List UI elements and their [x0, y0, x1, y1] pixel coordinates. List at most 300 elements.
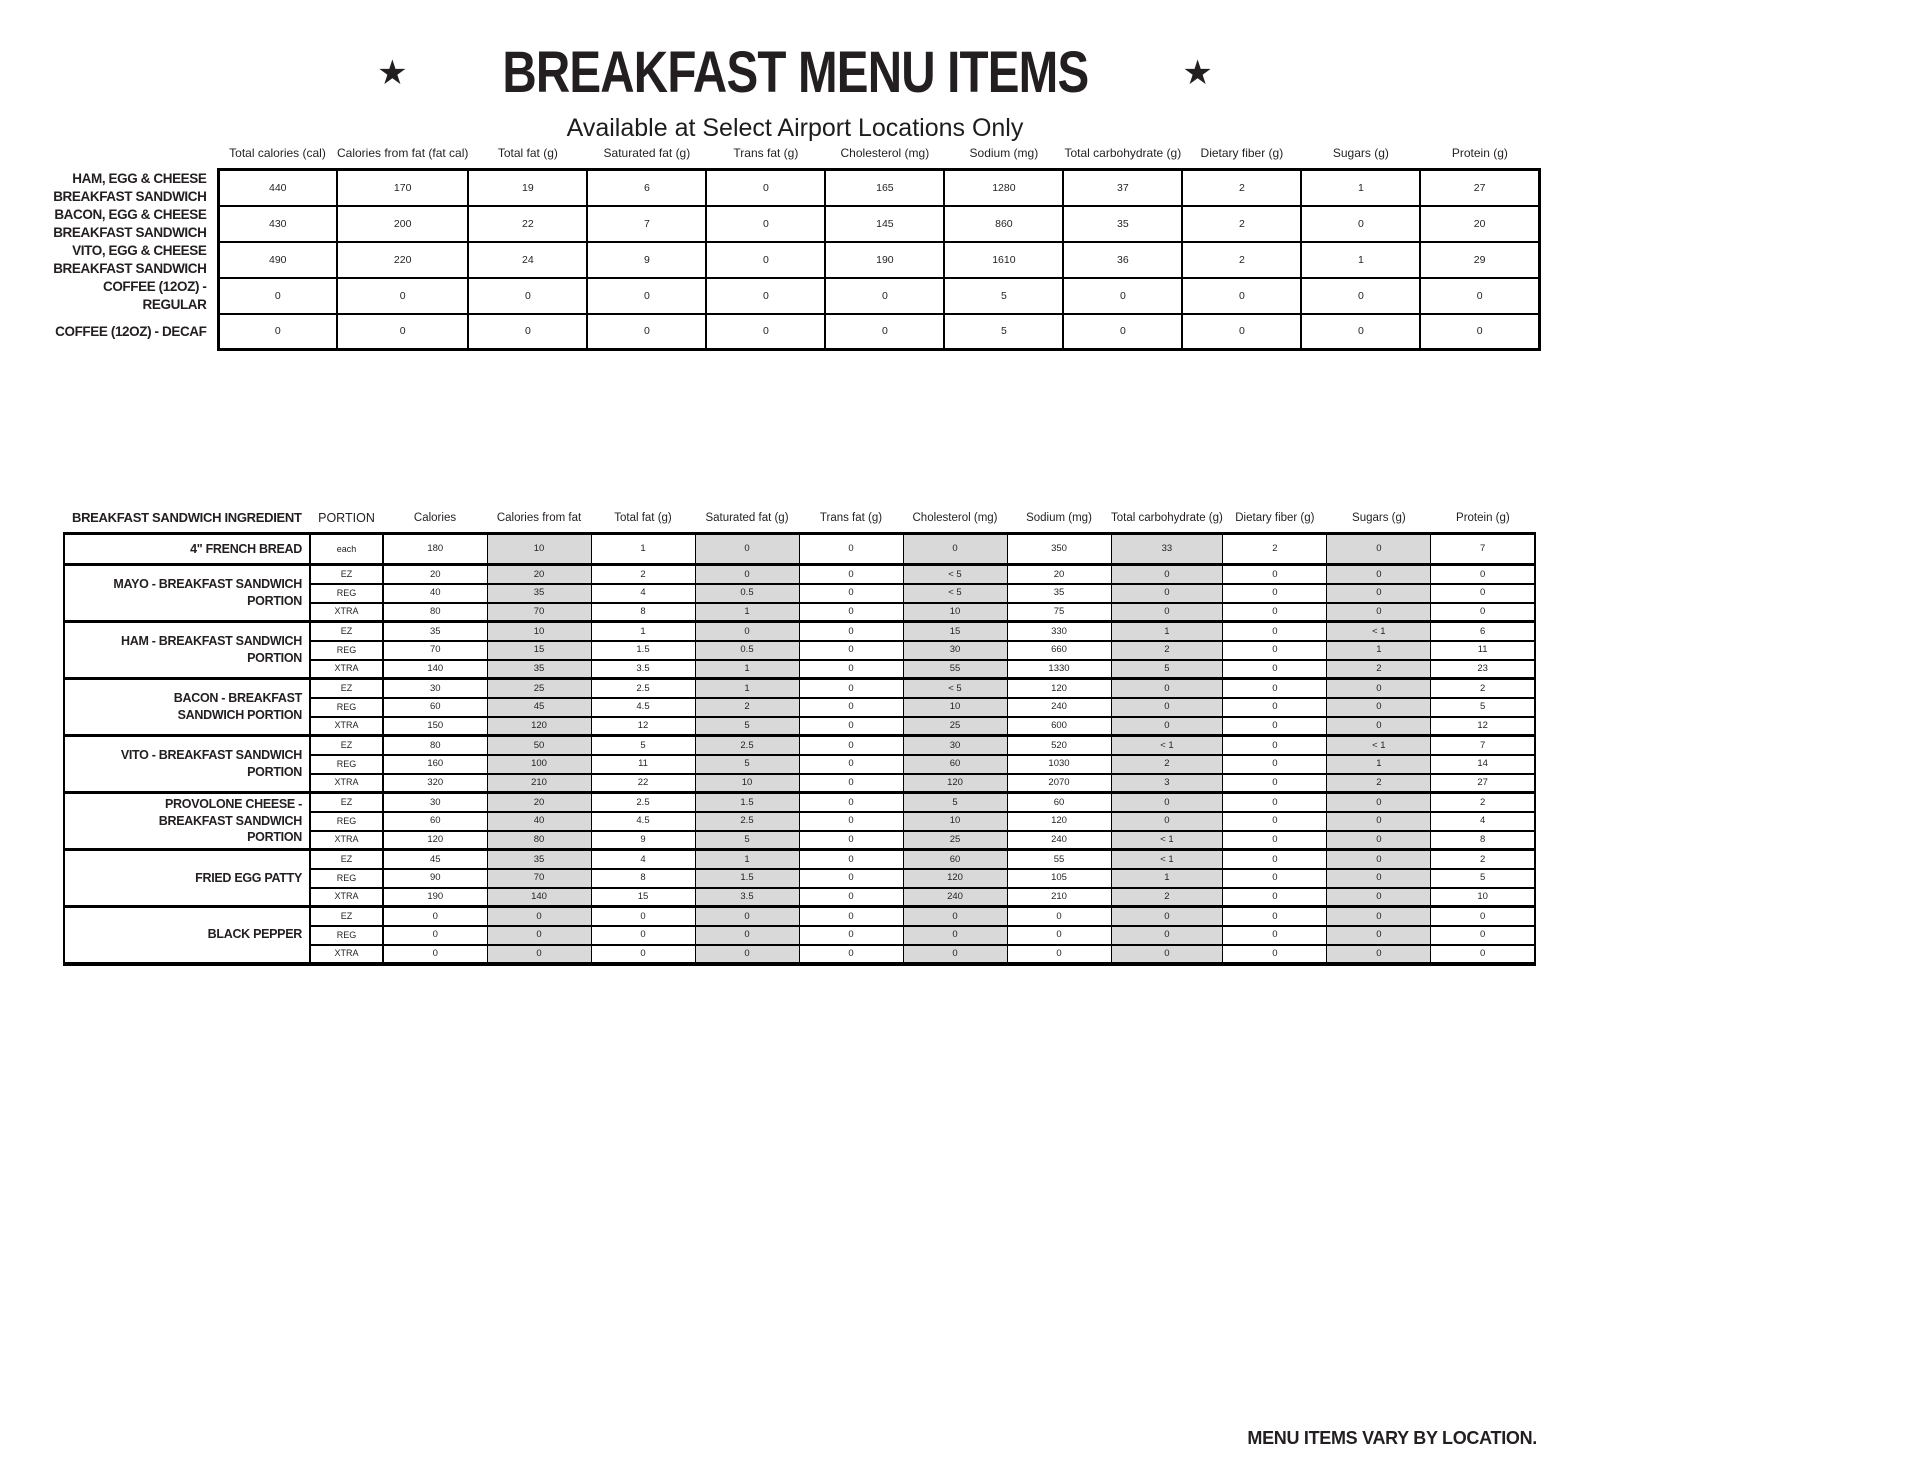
nutrition-cell: 45 — [487, 698, 591, 717]
nutrition-cell: 1030 — [1007, 755, 1111, 774]
nutrition-cell: 0 — [1223, 926, 1327, 945]
menu-table-cell: 1 — [1301, 170, 1420, 206]
ingredient-table-row — [64, 793, 1535, 812]
page-header — [60, 40, 1530, 143]
nutrition-cell: 11 — [591, 755, 695, 774]
nutrition-cell: 0 — [1007, 907, 1111, 926]
nutrition-cell: 2 — [1327, 774, 1431, 793]
menu-table-cell: 2 — [1182, 242, 1301, 278]
nutrition-cell: 7 — [1431, 736, 1535, 755]
menu-table-cell: 145 — [825, 206, 944, 242]
nutrition-cell: 70 — [383, 641, 487, 660]
nutrition-cell: 55 — [903, 660, 1007, 679]
menu-table-cell: 0 — [1301, 278, 1420, 314]
nutrition-cell: 0 — [799, 622, 903, 641]
menu-table-cell: 20 — [1420, 206, 1539, 242]
nutrition-cell: 30 — [903, 641, 1007, 660]
nutrition-cell: 0 — [799, 869, 903, 888]
nutrition-cell: 0 — [1111, 698, 1223, 717]
nutrition-cell: 60 — [903, 755, 1007, 774]
nutrition-cell: 0.5 — [695, 641, 799, 660]
nutrition-cell: 0 — [1223, 850, 1327, 869]
portion-cell: EZ — [310, 907, 383, 926]
nutrition-cell: 1330 — [1007, 660, 1111, 679]
nutrition-cell: 0 — [695, 907, 799, 926]
menu-table-cell: 19 — [468, 170, 587, 206]
nutrition-cell: 15 — [487, 641, 591, 660]
menu-table-cell: 0 — [1063, 314, 1182, 350]
ingredient-table-row — [64, 907, 1535, 926]
menu-table-row-label: COFFEE (12OZ) - DECAF — [55, 323, 207, 339]
nutrition-cell: 0 — [1223, 660, 1327, 679]
portion-cell: XTRA — [310, 945, 383, 964]
ingredient-table-header-cell: Calories from fat — [487, 510, 591, 534]
nutrition-cell: 190 — [383, 888, 487, 907]
nutrition-cell: 0 — [799, 717, 903, 736]
nutrition-cell: 2.5 — [591, 679, 695, 698]
menu-table-cell: 0 — [1182, 314, 1301, 350]
nutrition-cell: 15 — [591, 888, 695, 907]
nutrition-cell: 120 — [1007, 679, 1111, 698]
nutrition-cell: 320 — [383, 774, 487, 793]
nutrition-cell: 1 — [695, 660, 799, 679]
nutrition-cell: 0 — [1223, 736, 1327, 755]
nutrition-cell: < 1 — [1111, 831, 1223, 850]
ingredient-table-row — [64, 534, 1535, 565]
portion-cell: XTRA — [310, 831, 383, 850]
nutrition-cell: 0 — [591, 945, 695, 964]
nutrition-cell: 1 — [695, 850, 799, 869]
ingredient-table-header-cell: Cholesterol (mg) — [903, 510, 1007, 534]
nutrition-cell: 40 — [487, 812, 591, 831]
nutrition-cell: 25 — [487, 679, 591, 698]
menu-table-cell: 0 — [1420, 314, 1539, 350]
nutrition-cell: 22 — [591, 774, 695, 793]
nutrition-cell: 60 — [1007, 793, 1111, 812]
nutrition-cell: 2070 — [1007, 774, 1111, 793]
nutrition-cell: < 5 — [903, 679, 1007, 698]
nutrition-cell: 8 — [591, 603, 695, 622]
nutrition-cell: 10 — [487, 622, 591, 641]
menu-table-header-cell: Sugars (g) — [1332, 146, 1389, 160]
nutrition-cell: < 5 — [903, 565, 1007, 584]
nutrition-cell: 4 — [591, 850, 695, 869]
nutrition-cell: 40 — [383, 584, 487, 603]
ingredient-group-label: FRIED EGG PATTY — [64, 850, 310, 907]
nutrition-cell: 520 — [1007, 736, 1111, 755]
menu-table-cell: 0 — [706, 170, 825, 206]
menu-table-cell: 220 — [337, 242, 468, 278]
nutrition-cell: 0 — [1327, 812, 1431, 831]
nutrition-cell: 0 — [1223, 641, 1327, 660]
menu-table-cell: 37 — [1063, 170, 1182, 206]
portion-cell: REG — [310, 926, 383, 945]
nutrition-cell: 4.5 — [591, 812, 695, 831]
menu-table-cell: 0 — [337, 314, 468, 350]
menu-table-cell: 35 — [1063, 206, 1182, 242]
portion-cell: REG — [310, 812, 383, 831]
nutrition-cell: 0 — [1111, 584, 1223, 603]
nutrition-cell: 0 — [1431, 926, 1535, 945]
nutrition-cell: 1 — [1111, 869, 1223, 888]
nutrition-cell: 50 — [487, 736, 591, 755]
menu-table-cell: 0 — [1420, 278, 1539, 314]
menu-table-row — [48, 278, 1539, 314]
nutrition-cell: 25 — [903, 831, 1007, 850]
nutrition-cell: 3.5 — [591, 660, 695, 679]
star-right-icon: ★ — [1182, 54, 1213, 92]
menu-table-header-cell: Protein (g) — [1451, 146, 1508, 160]
nutrition-cell: 30 — [383, 679, 487, 698]
nutrition-cell: 0 — [695, 945, 799, 964]
nutrition-cell: 0 — [383, 945, 487, 964]
nutrition-cell: 30 — [903, 736, 1007, 755]
nutrition-cell: 2 — [1111, 755, 1223, 774]
portion-cell: EZ — [310, 565, 383, 584]
nutrition-cell: 0 — [1327, 907, 1431, 926]
nutrition-cell: 0 — [1111, 945, 1223, 964]
nutrition-cell: 120 — [383, 831, 487, 850]
nutrition-cell: 8 — [591, 869, 695, 888]
nutrition-cell: 35 — [1007, 584, 1111, 603]
nutrition-cell: 0 — [1223, 907, 1327, 926]
menu-table-corner — [48, 146, 218, 170]
menu-table-cell: 200 — [337, 206, 468, 242]
nutrition-cell: 2 — [1431, 850, 1535, 869]
nutrition-cell: 1 — [1327, 641, 1431, 660]
menu-table-row-label: HAM, EGG & CHEESE BREAKFAST SANDWICH — [53, 170, 207, 204]
nutrition-cell: 1 — [591, 622, 695, 641]
nutrition-cell: 2.5 — [591, 793, 695, 812]
nutrition-cell: 180 — [383, 534, 487, 565]
nutrition-cell: 660 — [1007, 641, 1111, 660]
nutrition-cell: 8 — [1431, 831, 1535, 850]
nutrition-cell: 120 — [1007, 812, 1111, 831]
menu-table-cell: 6 — [587, 170, 706, 206]
nutrition-cell: 2 — [1111, 888, 1223, 907]
menu-table-row — [48, 242, 1539, 278]
nutrition-cell: 0 — [903, 945, 1007, 964]
nutrition-cell: 2 — [1431, 679, 1535, 698]
nutrition-cell: 5 — [695, 831, 799, 850]
menu-table-cell: 24 — [468, 242, 587, 278]
ingredient-table-header-cell: Dietary fiber (g) — [1223, 510, 1327, 534]
menu-table-cell: 0 — [706, 206, 825, 242]
nutrition-cell: 0 — [799, 850, 903, 869]
nutrition-cell: 350 — [1007, 534, 1111, 565]
ingredient-table-row — [64, 679, 1535, 698]
menu-table-row-label: COFFEE (12OZ) - REGULAR — [102, 278, 207, 312]
menu-table-cell: 0 — [706, 242, 825, 278]
portion-cell: EZ — [310, 679, 383, 698]
nutrition-cell: 0 — [1223, 717, 1327, 736]
nutrition-cell: 0 — [903, 907, 1007, 926]
nutrition-cell: 210 — [487, 774, 591, 793]
nutrition-cell: 0 — [695, 622, 799, 641]
nutrition-cell: < 1 — [1327, 622, 1431, 641]
nutrition-cell: 0 — [1007, 945, 1111, 964]
nutrition-cell: 1.5 — [695, 869, 799, 888]
nutrition-cell: 0 — [1111, 793, 1223, 812]
nutrition-cell: 0 — [1223, 679, 1327, 698]
nutrition-cell: 330 — [1007, 622, 1111, 641]
nutrition-cell: 23 — [1431, 660, 1535, 679]
nutrition-cell: 0 — [1223, 812, 1327, 831]
nutrition-cell: 0 — [799, 831, 903, 850]
nutrition-cell: 240 — [1007, 698, 1111, 717]
nutrition-cell: 2 — [591, 565, 695, 584]
nutrition-cell: 0 — [799, 641, 903, 660]
nutrition-cell: 0.5 — [695, 584, 799, 603]
nutrition-cell: 0 — [799, 888, 903, 907]
nutrition-cell: 5 — [695, 717, 799, 736]
portion-cell: XTRA — [310, 774, 383, 793]
nutrition-cell: < 1 — [1327, 736, 1431, 755]
nutrition-cell: 0 — [1327, 869, 1431, 888]
ingredient-table-header-cell: Total carbohydrate (g) — [1111, 510, 1223, 534]
nutrition-cell: 140 — [383, 660, 487, 679]
nutrition-cell: 0 — [1431, 603, 1535, 622]
menu-table-header-cell: Total calories (cal) — [229, 146, 326, 160]
ingredient-table-row — [64, 565, 1535, 584]
nutrition-cell: 80 — [383, 736, 487, 755]
portion-cell: REG — [310, 641, 383, 660]
menu-table-header-row — [48, 146, 1539, 170]
nutrition-cell: 0 — [799, 736, 903, 755]
nutrition-cell: 80 — [487, 831, 591, 850]
nutrition-cell: 0 — [903, 926, 1007, 945]
menu-table-cell: 2 — [1182, 170, 1301, 206]
menu-table-row — [48, 206, 1539, 242]
nutrition-cell: 2.5 — [695, 812, 799, 831]
menu-table-cell: 430 — [218, 206, 337, 242]
nutrition-cell: 0 — [591, 907, 695, 926]
nutrition-cell: 0 — [799, 907, 903, 926]
menu-table-cell: 490 — [218, 242, 337, 278]
ingredient-table-row — [64, 622, 1535, 641]
nutrition-cell: 0 — [1111, 679, 1223, 698]
menu-table-header-cell: Saturated fat (g) — [603, 146, 691, 160]
nutrition-cell: 0 — [799, 774, 903, 793]
menu-table-cell: 0 — [825, 278, 944, 314]
nutrition-cell: 0 — [1431, 565, 1535, 584]
menu-table-cell: 0 — [825, 314, 944, 350]
nutrition-cell: 0 — [487, 926, 591, 945]
menu-table-cell: 36 — [1063, 242, 1182, 278]
nutrition-cell: 600 — [1007, 717, 1111, 736]
nutrition-cell: 20 — [1007, 565, 1111, 584]
nutrition-cell: 240 — [1007, 831, 1111, 850]
nutrition-cell: 35 — [487, 850, 591, 869]
nutrition-cell: 0 — [1327, 888, 1431, 907]
nutrition-cell: 35 — [487, 660, 591, 679]
nutrition-cell: 20 — [383, 565, 487, 584]
nutrition-cell: 20 — [487, 793, 591, 812]
portion-cell: REG — [310, 755, 383, 774]
menu-table-header-cell: Dietary fiber (g) — [1200, 146, 1284, 160]
nutrition-cell: 0 — [1327, 850, 1431, 869]
page-subtitle: Available at Select Airport Locations Only — [566, 114, 1024, 142]
footer-note: MENU ITEMS VARY BY LOCATION. — [1247, 1428, 1537, 1448]
nutrition-cell: 0 — [799, 698, 903, 717]
nutrition-cell: 140 — [487, 888, 591, 907]
ingredient-table-title: BREAKFAST SANDWICH INGREDIENT — [64, 510, 310, 534]
portion-cell: EZ — [310, 850, 383, 869]
nutrition-cell: 2 — [1327, 660, 1431, 679]
portion-cell: REG — [310, 698, 383, 717]
nutrition-cell: 10 — [487, 534, 591, 565]
nutrition-cell: 0 — [799, 793, 903, 812]
nutrition-cell: 1 — [591, 534, 695, 565]
ingredient-table-header-cell: Sodium (mg) — [1007, 510, 1111, 534]
nutrition-cell: 90 — [383, 869, 487, 888]
nutrition-cell: 1 — [1327, 755, 1431, 774]
menu-items-table — [48, 146, 1541, 351]
nutrition-cell: 120 — [487, 717, 591, 736]
nutrition-cell: 0 — [383, 907, 487, 926]
portion-cell: XTRA — [310, 717, 383, 736]
nutrition-cell: 0 — [1111, 926, 1223, 945]
menu-table-cell: 29 — [1420, 242, 1539, 278]
menu-table-cell: 5 — [944, 314, 1063, 350]
nutrition-cell: 4 — [1431, 812, 1535, 831]
menu-table-cell: 0 — [218, 314, 337, 350]
nutrition-cell: < 5 — [903, 584, 1007, 603]
nutrition-cell: 2 — [695, 698, 799, 717]
menu-table-cell: 5 — [944, 278, 1063, 314]
nutrition-cell: 0 — [487, 945, 591, 964]
portion-cell: each — [310, 534, 383, 565]
nutrition-cell: 0 — [1223, 831, 1327, 850]
nutrition-cell: 0 — [1431, 945, 1535, 964]
nutrition-cell: 3.5 — [695, 888, 799, 907]
nutrition-cell: 0 — [799, 926, 903, 945]
nutrition-cell: 1 — [695, 679, 799, 698]
nutrition-cell: 0 — [1223, 584, 1327, 603]
nutrition-cell: 0 — [1111, 907, 1223, 926]
portion-header: PORTION — [310, 510, 383, 534]
nutrition-cell: 5 — [591, 736, 695, 755]
nutrition-cell: 0 — [1223, 603, 1327, 622]
nutrition-cell: 0 — [1223, 793, 1327, 812]
nutrition-cell: 35 — [487, 584, 591, 603]
nutrition-cell: 100 — [487, 755, 591, 774]
ingredient-group-label: MAYO - BREAKFAST SANDWICH PORTION — [64, 565, 310, 622]
nutrition-cell: 12 — [1431, 717, 1535, 736]
portion-cell: XTRA — [310, 603, 383, 622]
nutrition-cell: 30 — [383, 793, 487, 812]
nutrition-cell: 35 — [383, 622, 487, 641]
ingredient-table-header-cell: Trans fat (g) — [799, 510, 903, 534]
nutrition-cell: 70 — [487, 869, 591, 888]
nutrition-cell: 10 — [903, 812, 1007, 831]
nutrition-cell: 14 — [1431, 755, 1535, 774]
nutrition-cell: 0 — [1223, 869, 1327, 888]
nutrition-cell: 45 — [383, 850, 487, 869]
portion-cell: REG — [310, 869, 383, 888]
nutrition-cell: 0 — [799, 945, 903, 964]
nutrition-cell: 0 — [799, 660, 903, 679]
menu-table-header-cell: Total carbohydrate (g) — [1064, 146, 1182, 160]
ingredient-table-header-cell: Total fat (g) — [591, 510, 695, 534]
nutrition-cell: 5 — [695, 755, 799, 774]
menu-table-cell: 0 — [468, 314, 587, 350]
portion-cell: REG — [310, 584, 383, 603]
menu-table-cell: 0 — [468, 278, 587, 314]
nutrition-cell: 10 — [903, 698, 1007, 717]
menu-table-cell: 0 — [1301, 206, 1420, 242]
ingredient-table-header-cell: Saturated fat (g) — [695, 510, 799, 534]
nutrition-cell: 0 — [1111, 812, 1223, 831]
nutrition-cell: 0 — [1431, 907, 1535, 926]
ingredient-group-label: BLACK PEPPER — [64, 907, 310, 964]
nutrition-cell: 2 — [1223, 534, 1327, 565]
nutrition-cell: 5 — [1431, 869, 1535, 888]
nutrition-cell: 10 — [903, 603, 1007, 622]
ingredient-group-label: VITO - BREAKFAST SANDWICH PORTION — [64, 736, 310, 793]
nutrition-cell: 80 — [383, 603, 487, 622]
menu-table-cell: 190 — [825, 242, 944, 278]
menu-table-cell: 0 — [1301, 314, 1420, 350]
nutrition-cell: 150 — [383, 717, 487, 736]
nutrition-cell: 0 — [1327, 565, 1431, 584]
menu-table-cell: 0 — [706, 278, 825, 314]
nutrition-cell: 20 — [487, 565, 591, 584]
nutrition-cell: 0 — [1327, 831, 1431, 850]
nutrition-cell: 60 — [383, 812, 487, 831]
nutrition-cell: 1.5 — [591, 641, 695, 660]
nutrition-cell: 0 — [799, 565, 903, 584]
nutrition-cell: 0 — [1007, 926, 1111, 945]
nutrition-cell: 0 — [799, 603, 903, 622]
nutrition-cell: 160 — [383, 755, 487, 774]
nutrition-cell: 5 — [1111, 660, 1223, 679]
nutrition-cell: 55 — [1007, 850, 1111, 869]
nutrition-cell: 0 — [1223, 945, 1327, 964]
nutrition-cell: < 1 — [1111, 850, 1223, 869]
nutrition-cell: 4 — [591, 584, 695, 603]
nutrition-cell: 0 — [799, 679, 903, 698]
nutrition-cell: < 1 — [1111, 736, 1223, 755]
menu-table-header-cell: Sodium (mg) — [969, 146, 1039, 160]
menu-table-cell: 1 — [1301, 242, 1420, 278]
menu-table-cell: 0 — [706, 314, 825, 350]
menu-table-cell: 1280 — [944, 170, 1063, 206]
nutrition-cell: 120 — [903, 869, 1007, 888]
ingredient-group-label: HAM - BREAKFAST SANDWICH PORTION — [64, 622, 310, 679]
nutrition-cell: 2 — [1111, 641, 1223, 660]
menu-table-cell: 165 — [825, 170, 944, 206]
nutrition-cell: 105 — [1007, 869, 1111, 888]
nutrition-cell: 0 — [1111, 717, 1223, 736]
nutrition-cell: 0 — [1223, 565, 1327, 584]
menu-table-header-cell: Calories from fat (fat cal) — [337, 146, 469, 160]
menu-table-cell: 0 — [218, 278, 337, 314]
nutrition-cell: 4.5 — [591, 698, 695, 717]
nutrition-cell: 6 — [1431, 622, 1535, 641]
nutrition-cell: 0 — [1223, 774, 1327, 793]
nutrition-cell: 11 — [1431, 641, 1535, 660]
menu-table-header-cell: Trans fat (g) — [733, 146, 799, 160]
menu-table-cell: 27 — [1420, 170, 1539, 206]
ingredient-group-label: PROVOLONE CHEESE - BREAKFAST SANDWICH PORTION — [64, 793, 310, 850]
ingredient-table-row — [64, 850, 1535, 869]
menu-table-header-cell: Cholesterol (mg) — [840, 146, 930, 160]
menu-table-row-label: VITO, EGG & CHEESE BREAKFAST SANDWICH — [53, 242, 207, 276]
nutrition-cell: 0 — [1111, 603, 1223, 622]
nutrition-cell: 0 — [383, 926, 487, 945]
menu-table-cell: 860 — [944, 206, 1063, 242]
